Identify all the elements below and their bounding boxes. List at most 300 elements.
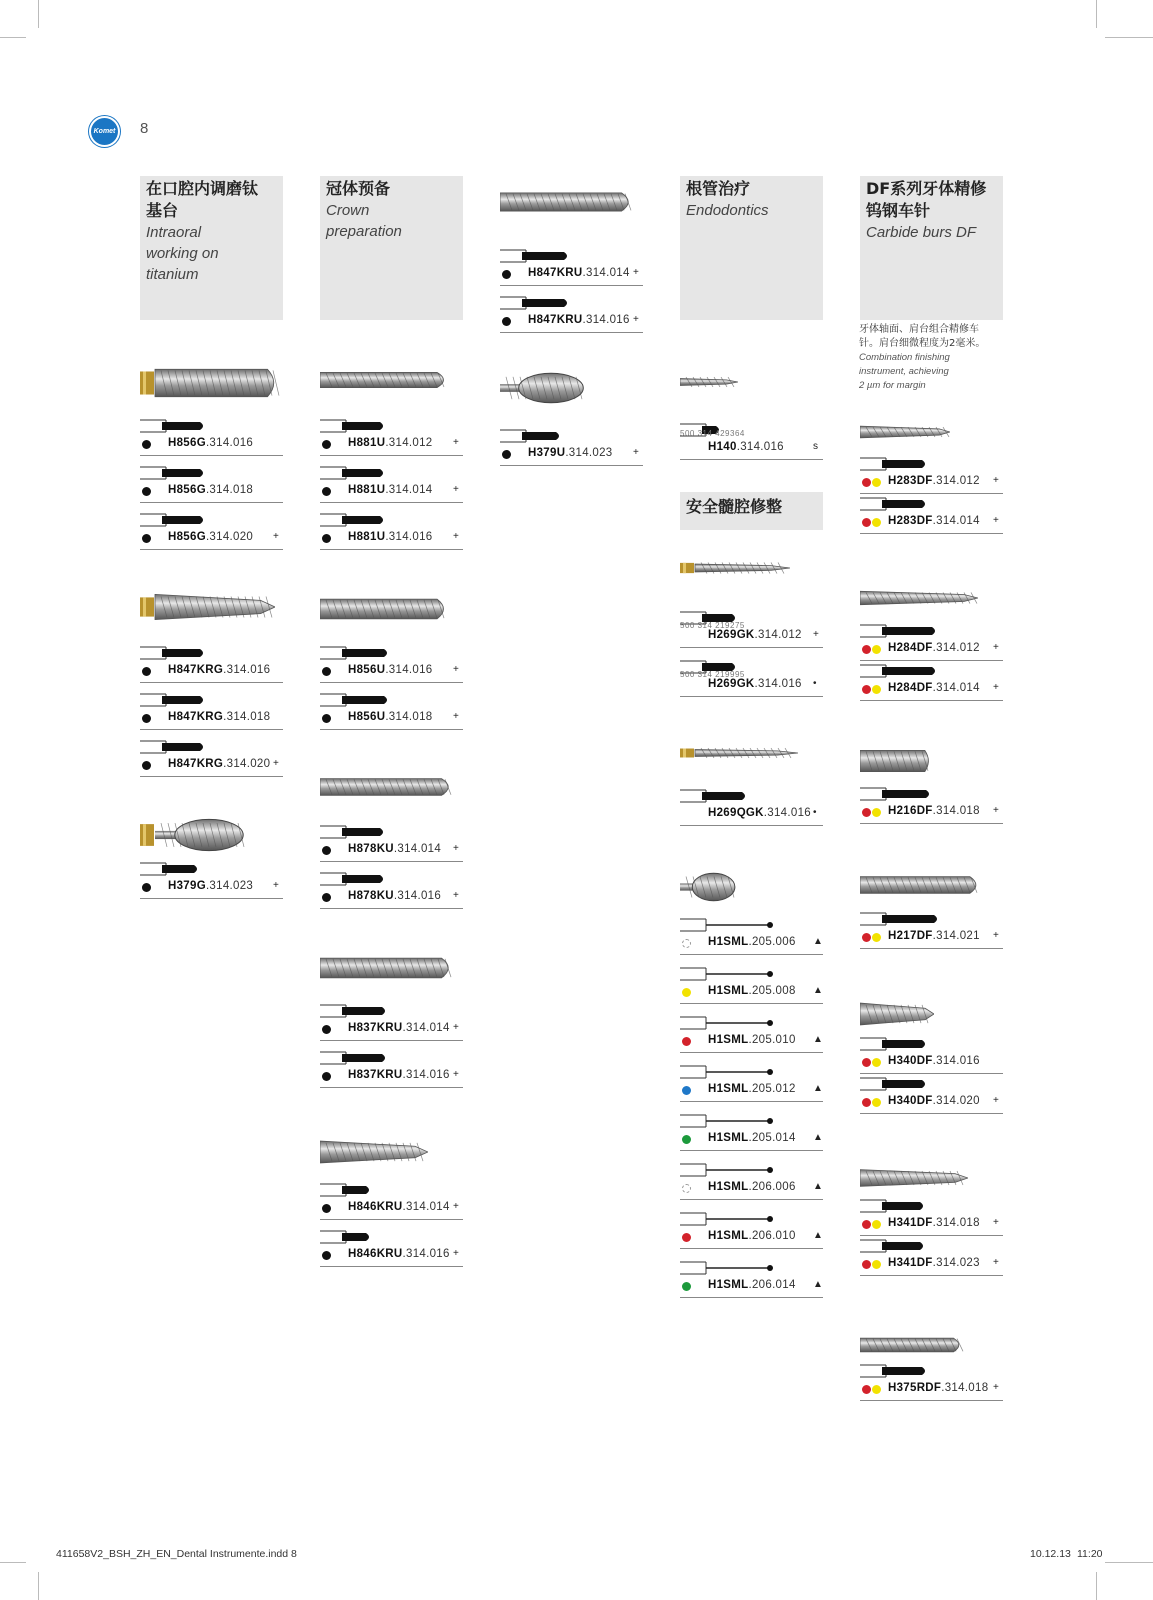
product-code-size: .314.016 bbox=[582, 314, 630, 326]
komet-logo: Komet bbox=[89, 116, 120, 147]
availability-mark: + bbox=[993, 475, 999, 486]
bur-head-image bbox=[860, 1336, 964, 1354]
shank-icon bbox=[140, 512, 210, 528]
product-code-base: H140 bbox=[708, 441, 737, 453]
product-code-size: .314.012 bbox=[932, 642, 980, 654]
row-divider bbox=[680, 647, 823, 648]
product-code-size: .314.014 bbox=[393, 843, 442, 855]
section-title-en: titanium bbox=[146, 266, 199, 283]
availability-mark: + bbox=[633, 447, 639, 458]
color-dot bbox=[682, 1184, 691, 1193]
color-dot bbox=[872, 1385, 881, 1394]
product-row bbox=[140, 410, 283, 456]
section-title-en: Intraoral bbox=[146, 224, 202, 241]
product-code-size: .314.016 bbox=[736, 441, 784, 453]
color-dot bbox=[862, 1098, 871, 1107]
color-dot bbox=[872, 685, 881, 694]
color-dot bbox=[862, 478, 871, 487]
bur-head-image bbox=[320, 776, 455, 798]
product-row bbox=[320, 410, 463, 456]
shank-icon bbox=[320, 1003, 392, 1019]
crop-mark bbox=[1096, 0, 1097, 28]
product-row bbox=[320, 863, 463, 909]
bur-head-image bbox=[680, 375, 738, 389]
product-row bbox=[320, 816, 463, 862]
shank-icon bbox=[140, 692, 210, 708]
product-code-size: .314.016 bbox=[223, 664, 271, 676]
product-row bbox=[860, 655, 1003, 701]
shank-icon bbox=[680, 1162, 774, 1178]
section-header-crown bbox=[320, 176, 463, 320]
product-code-size: .314.014 bbox=[932, 515, 980, 527]
bur-head-image bbox=[140, 365, 280, 401]
product-code-size: .314.012 bbox=[754, 629, 802, 641]
availability-mark: + bbox=[453, 484, 459, 495]
shank-icon bbox=[860, 1036, 932, 1052]
product-code bbox=[168, 531, 253, 543]
product-code-size: .314.014 bbox=[402, 1201, 450, 1213]
availability-mark: + bbox=[993, 805, 999, 816]
product-code-base: H1SML bbox=[708, 1279, 749, 1291]
product-code bbox=[888, 1055, 980, 1067]
row-divider bbox=[680, 1150, 823, 1151]
product-code-base: H341DF bbox=[888, 1257, 933, 1269]
product-row bbox=[680, 1105, 823, 1151]
product-code bbox=[708, 678, 802, 690]
color-dot bbox=[862, 1220, 871, 1229]
product-code bbox=[708, 441, 784, 453]
shank-icon bbox=[680, 1015, 774, 1031]
row-divider bbox=[680, 1003, 823, 1004]
row-divider bbox=[140, 776, 283, 777]
row-divider bbox=[320, 1087, 463, 1088]
reference-number: 500 314 219275 bbox=[680, 621, 745, 630]
crop-mark bbox=[0, 1562, 26, 1563]
product-code bbox=[528, 314, 630, 326]
availability-mark: + bbox=[633, 314, 639, 325]
row-divider bbox=[680, 1248, 823, 1249]
product-code-size: .314.016 bbox=[754, 678, 802, 690]
product-code bbox=[168, 664, 270, 676]
product-code-base: H878KU bbox=[348, 843, 394, 855]
product-code-base: H283DF bbox=[888, 515, 933, 527]
section-title-en: preparation bbox=[326, 223, 402, 240]
product-code-base: H881U bbox=[348, 531, 386, 543]
shank-icon bbox=[860, 623, 942, 639]
footer-file: 411658V2_BSH_ZH_EN_Dental Instrumente.indd 8 bbox=[56, 1548, 297, 1560]
product-code-size: .314.016 bbox=[385, 531, 433, 543]
row-divider bbox=[140, 898, 283, 899]
color-dot bbox=[862, 1385, 871, 1394]
product-code-base: H837KRU bbox=[348, 1069, 403, 1081]
bur-head-image bbox=[860, 1168, 968, 1188]
color-dot bbox=[862, 1058, 871, 1067]
product-code-size: .314.021 bbox=[932, 930, 980, 942]
section-title-en: Crown bbox=[326, 202, 370, 219]
color-dot bbox=[682, 1135, 691, 1144]
row-divider bbox=[320, 908, 463, 909]
product-code bbox=[888, 930, 980, 942]
product-code-base: H375RDF bbox=[888, 1382, 942, 1394]
row-divider bbox=[140, 455, 283, 456]
bur-head-image bbox=[860, 747, 932, 775]
product-code-size: .314.023 bbox=[565, 447, 613, 459]
row-divider bbox=[680, 1297, 823, 1298]
product-code bbox=[348, 1069, 450, 1081]
reference-number: 500 314 219995 bbox=[680, 670, 745, 679]
product-code-base: H269GK bbox=[708, 629, 755, 641]
product-code bbox=[348, 437, 432, 449]
product-code-size: .314.016 bbox=[385, 664, 433, 676]
shank-icon bbox=[140, 645, 210, 661]
availability-mark: + bbox=[453, 1022, 459, 1033]
product-code bbox=[708, 1230, 796, 1242]
product-row bbox=[140, 731, 283, 777]
row-divider bbox=[500, 465, 643, 466]
section-title-en: Endodontics bbox=[686, 202, 769, 219]
row-divider bbox=[680, 825, 823, 826]
bullet-dot bbox=[322, 714, 331, 723]
product-row bbox=[680, 1007, 823, 1053]
row-divider bbox=[320, 1040, 463, 1041]
bullet-dot bbox=[322, 846, 331, 855]
row-divider bbox=[140, 729, 283, 730]
shank-icon bbox=[140, 739, 210, 755]
row-divider bbox=[320, 1219, 463, 1220]
shank-icon bbox=[320, 824, 390, 840]
product-code-base: H283DF bbox=[888, 475, 933, 487]
product-code-base: H847KRG bbox=[168, 664, 224, 676]
product-row bbox=[140, 457, 283, 503]
availability-mark: ▲ bbox=[813, 1083, 823, 1094]
bullet-dot bbox=[502, 270, 511, 279]
product-row bbox=[320, 684, 463, 730]
shank-icon bbox=[320, 512, 390, 528]
product-code-size: .205.012 bbox=[748, 1083, 796, 1095]
shank-icon bbox=[320, 692, 394, 708]
section-title-zh: 安全髓腔修整 bbox=[686, 497, 783, 516]
shank-icon bbox=[680, 1260, 774, 1276]
product-code-size: .314.014 bbox=[932, 682, 980, 694]
product-code-size: .314.020 bbox=[223, 758, 271, 770]
bullet-dot bbox=[142, 440, 151, 449]
product-code bbox=[888, 1095, 980, 1107]
desc-zh: 牙体轴面、肩台组合精修车 bbox=[859, 324, 979, 335]
color-dot bbox=[872, 518, 881, 527]
availability-mark: + bbox=[993, 1095, 999, 1106]
product-code bbox=[528, 447, 612, 459]
bullet-dot bbox=[322, 893, 331, 902]
product-code-size: .314.023 bbox=[932, 1257, 980, 1269]
section-header-titanium bbox=[140, 176, 283, 320]
color-dot bbox=[682, 1233, 691, 1242]
product-row bbox=[140, 637, 283, 683]
product-row bbox=[680, 1252, 823, 1298]
product-code-base: H379U bbox=[528, 447, 566, 459]
product-code bbox=[708, 1132, 796, 1144]
product-code-base: H269GK bbox=[708, 678, 755, 690]
product-row bbox=[680, 909, 823, 955]
row-divider bbox=[320, 682, 463, 683]
bur-head-image bbox=[320, 955, 455, 981]
page-number: 8 bbox=[140, 120, 149, 137]
shank-icon bbox=[320, 871, 390, 887]
shank-icon bbox=[860, 496, 932, 512]
shank-icon bbox=[860, 663, 942, 679]
bullet-dot bbox=[142, 667, 151, 676]
availability-mark: + bbox=[453, 890, 459, 901]
product-code bbox=[708, 985, 796, 997]
shank-icon bbox=[860, 456, 932, 472]
product-row bbox=[860, 778, 1003, 824]
product-code-base: H837KRU bbox=[348, 1022, 403, 1034]
crop-mark bbox=[1096, 1572, 1097, 1600]
section-title-zh: 在口腔内调磨钛基台 bbox=[146, 179, 259, 220]
product-code-base: H1SML bbox=[708, 1181, 749, 1193]
shank-icon bbox=[860, 786, 936, 802]
product-code bbox=[348, 1201, 450, 1213]
product-code-size: .205.010 bbox=[748, 1034, 796, 1046]
availability-mark: ▲ bbox=[813, 1181, 823, 1192]
shank-icon bbox=[500, 428, 566, 444]
product-row bbox=[680, 780, 823, 826]
product-code-size: .314.018 bbox=[223, 711, 271, 723]
availability-mark: + bbox=[453, 711, 459, 722]
product-code-base: H856G bbox=[168, 437, 206, 449]
shank-icon bbox=[140, 861, 204, 877]
availability-mark: + bbox=[453, 1201, 459, 1212]
product-code-base: H217DF bbox=[888, 930, 933, 942]
row-divider bbox=[860, 948, 1003, 949]
product-row bbox=[860, 1355, 1003, 1401]
row-divider bbox=[500, 285, 643, 286]
product-code bbox=[708, 629, 802, 641]
product-code-base: H340DF bbox=[888, 1055, 933, 1067]
product-code-base: H846KRU bbox=[348, 1248, 403, 1260]
product-row bbox=[500, 420, 643, 466]
bullet-dot bbox=[502, 317, 511, 326]
row-divider bbox=[680, 954, 823, 955]
availability-mark: + bbox=[993, 930, 999, 941]
product-row bbox=[680, 958, 823, 1004]
row-divider bbox=[140, 549, 283, 550]
section-title-en: working on bbox=[146, 245, 219, 262]
product-code-size: .314.023 bbox=[205, 880, 254, 892]
color-dot bbox=[872, 645, 881, 654]
shank-icon bbox=[680, 1113, 774, 1129]
bullet-dot bbox=[142, 487, 151, 496]
product-code bbox=[168, 484, 253, 496]
product-row bbox=[860, 1068, 1003, 1114]
product-code-size: .314.016 bbox=[393, 890, 442, 902]
reference-number: 500 314 429364 bbox=[680, 429, 745, 438]
color-dot bbox=[862, 933, 871, 942]
row-divider bbox=[320, 549, 463, 550]
bullet-dot bbox=[322, 440, 331, 449]
bullet-dot bbox=[142, 761, 151, 770]
shank-icon bbox=[860, 1198, 930, 1214]
product-code-base: H284DF bbox=[888, 682, 933, 694]
bullet-dot bbox=[322, 1204, 331, 1213]
product-code bbox=[348, 1022, 450, 1034]
product-row bbox=[320, 504, 463, 550]
availability-mark: + bbox=[453, 1248, 459, 1259]
df-description bbox=[859, 323, 1009, 393]
product-row bbox=[680, 1154, 823, 1200]
bullet-dot bbox=[322, 534, 331, 543]
bullet-dot bbox=[322, 487, 331, 496]
product-code-size: .314.016 bbox=[932, 1055, 980, 1067]
row-divider bbox=[680, 1101, 823, 1102]
availability-mark: ▲ bbox=[813, 936, 823, 947]
product-code-base: H1SML bbox=[708, 1034, 749, 1046]
product-code-size: .205.014 bbox=[748, 1132, 796, 1144]
bullet-dot bbox=[502, 450, 511, 459]
shank-icon bbox=[680, 917, 774, 933]
product-row bbox=[140, 504, 283, 550]
shank-icon bbox=[320, 1229, 376, 1245]
bullet-dot bbox=[142, 883, 151, 892]
availability-mark: + bbox=[453, 531, 459, 542]
product-code-base: H216DF bbox=[888, 805, 933, 817]
availability-mark: + bbox=[993, 515, 999, 526]
row-divider bbox=[680, 696, 823, 697]
product-code bbox=[348, 664, 432, 676]
product-code bbox=[348, 531, 432, 543]
shank-icon bbox=[860, 1363, 932, 1379]
availability-mark: + bbox=[273, 758, 279, 769]
shank-icon bbox=[320, 1182, 376, 1198]
product-code-size: .205.008 bbox=[748, 985, 796, 997]
availability-mark: + bbox=[993, 1217, 999, 1228]
product-code-base: H856G bbox=[168, 531, 206, 543]
product-code bbox=[708, 936, 796, 948]
product-code-base: H341DF bbox=[888, 1217, 933, 1229]
product-code-base: H847KRG bbox=[168, 711, 224, 723]
bullet-dot bbox=[142, 534, 151, 543]
bullet-dot bbox=[322, 667, 331, 676]
product-code-base: H856G bbox=[168, 484, 206, 496]
product-code-size: .314.014 bbox=[385, 484, 433, 496]
availability-mark: + bbox=[273, 880, 279, 891]
product-code-size: .314.016 bbox=[402, 1248, 450, 1260]
product-code-size: .314.012 bbox=[385, 437, 433, 449]
product-code-size: .314.012 bbox=[932, 475, 980, 487]
row-divider bbox=[140, 502, 283, 503]
product-code bbox=[888, 1217, 980, 1229]
product-row bbox=[320, 1221, 463, 1267]
product-row bbox=[320, 1174, 463, 1220]
crop-mark bbox=[38, 1572, 39, 1600]
bur-head-image bbox=[680, 560, 790, 576]
row-divider bbox=[680, 1199, 823, 1200]
crop-mark bbox=[0, 37, 26, 38]
bur-head-image bbox=[140, 592, 275, 622]
shank-icon bbox=[680, 966, 774, 982]
product-code-size: .314.018 bbox=[932, 1217, 980, 1229]
product-row bbox=[320, 995, 463, 1041]
product-code bbox=[348, 843, 441, 855]
product-code bbox=[168, 758, 270, 770]
product-code-size: .206.014 bbox=[748, 1279, 796, 1291]
bur-head-image bbox=[320, 370, 450, 390]
bur-head-image bbox=[500, 190, 635, 214]
product-code-base: H1SML bbox=[708, 936, 749, 948]
product-code-base: H284DF bbox=[888, 642, 933, 654]
product-code-size: .205.006 bbox=[748, 936, 796, 948]
product-code bbox=[708, 1279, 796, 1291]
color-dot bbox=[682, 939, 691, 948]
product-code-size: .314.014 bbox=[582, 267, 630, 279]
product-row bbox=[500, 287, 643, 333]
product-row bbox=[320, 637, 463, 683]
desc-zh: 针。肩台细微程度为2毫米。 bbox=[859, 338, 986, 349]
product-code-size: .314.020 bbox=[205, 531, 254, 543]
color-dot bbox=[862, 685, 871, 694]
shank-icon bbox=[680, 788, 752, 804]
color-dot bbox=[682, 1086, 691, 1095]
row-divider bbox=[860, 1113, 1003, 1114]
desc-en: instrument, achieving bbox=[859, 366, 949, 377]
shank-icon bbox=[500, 295, 574, 311]
row-divider bbox=[140, 682, 283, 683]
product-code-size: .314.018 bbox=[941, 1382, 989, 1394]
color-dot bbox=[872, 933, 881, 942]
availability-mark: ▲ bbox=[813, 1132, 823, 1143]
row-divider bbox=[860, 700, 1003, 701]
product-code bbox=[168, 880, 253, 892]
color-dot bbox=[872, 808, 881, 817]
color-dot bbox=[862, 645, 871, 654]
product-code-base: H881U bbox=[348, 484, 386, 496]
product-code bbox=[348, 1248, 450, 1260]
row-divider bbox=[860, 533, 1003, 534]
product-code bbox=[888, 805, 980, 817]
section-title-zh: 冠体预备 bbox=[326, 179, 391, 198]
section-title-zh: 根管治疗 bbox=[686, 179, 751, 198]
product-code bbox=[168, 711, 270, 723]
product-code bbox=[348, 711, 432, 723]
row-divider bbox=[860, 1275, 1003, 1276]
shank-icon bbox=[320, 645, 394, 661]
product-code bbox=[888, 1382, 988, 1394]
shank-icon bbox=[320, 465, 390, 481]
color-dot bbox=[862, 1260, 871, 1269]
product-code-base: H847KRU bbox=[528, 267, 583, 279]
shank-icon bbox=[140, 465, 210, 481]
shank-icon bbox=[860, 1238, 930, 1254]
availability-mark: + bbox=[813, 629, 819, 640]
bullet-dot bbox=[142, 714, 151, 723]
product-code-base: H856U bbox=[348, 664, 386, 676]
bur-head-image bbox=[500, 372, 585, 404]
crop-mark bbox=[38, 0, 39, 28]
bur-head-image bbox=[140, 818, 245, 852]
shank-icon bbox=[680, 1064, 774, 1080]
color-dot bbox=[872, 1220, 881, 1229]
row-divider bbox=[860, 1400, 1003, 1401]
product-code-size: .206.010 bbox=[748, 1230, 796, 1242]
availability-mark: + bbox=[453, 664, 459, 675]
product-code bbox=[888, 682, 980, 694]
product-code bbox=[888, 642, 980, 654]
color-dot bbox=[682, 1282, 691, 1291]
product-code-size: .314.020 bbox=[932, 1095, 980, 1107]
availability-mark: + bbox=[273, 531, 279, 542]
shank-icon bbox=[140, 418, 210, 434]
row-divider bbox=[500, 332, 643, 333]
product-code-size: .314.018 bbox=[932, 805, 980, 817]
